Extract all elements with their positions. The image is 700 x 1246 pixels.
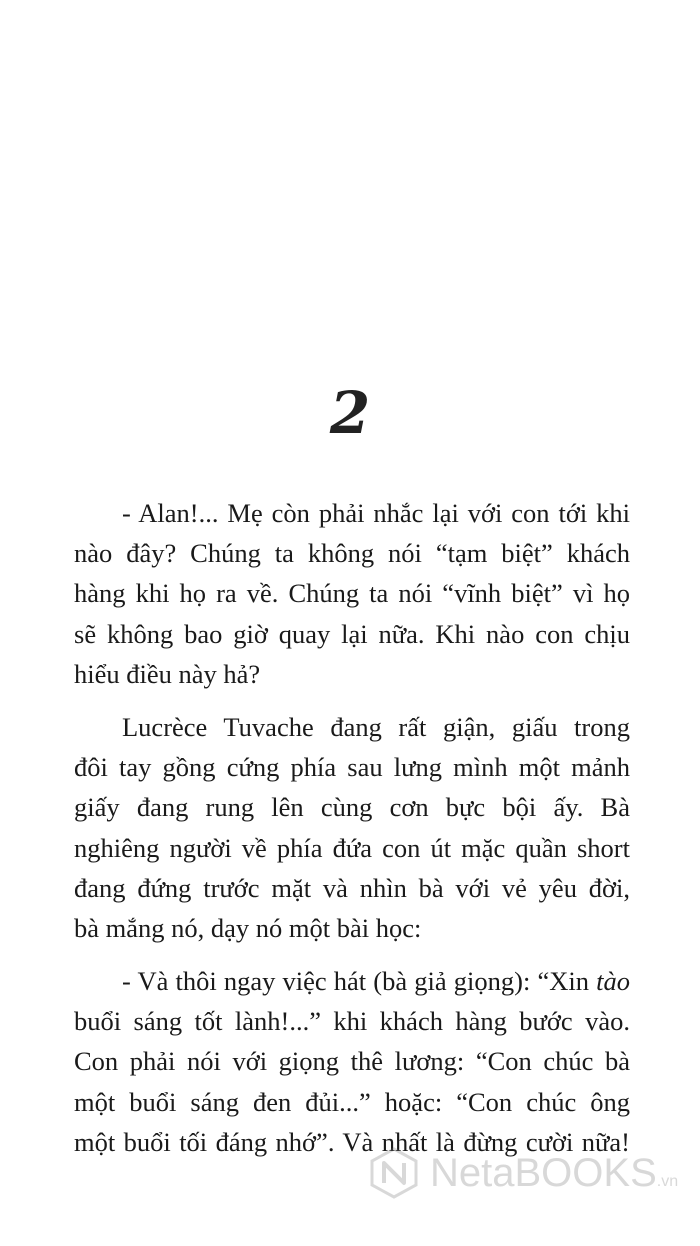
text-line: sẽ không bao giờ quay lại nữa. Khi nào con chịu [74, 618, 630, 649]
paragraph [74, 961, 630, 1162]
paragraph [74, 707, 630, 948]
text-line: nào đây? Chúng ta không nói “tạm biệt” khách [74, 538, 630, 569]
paragraph [74, 493, 630, 694]
body-text [74, 493, 630, 1175]
text-line: buổi sáng tốt lành!...” khi khách hàng bước vào. [74, 1006, 630, 1037]
text-line: bà mắng nó, dạy nó một bài học: [74, 912, 422, 943]
chapter-number: 2 [329, 379, 371, 447]
text-line: giấy đang rung lên cùng cơn bực bội ấy. Bà [74, 792, 630, 823]
text-segment: - Và thôi ngay việc hát (bà giả giọng): “Xin [122, 966, 597, 997]
text-line: Lucrèce Tuvache đang rất giận, giấu trong [122, 711, 630, 742]
watermark-brand [430, 1151, 678, 1196]
text-line [74, 961, 630, 1001]
text-line: đang đứng trước mặt và nhìn bà với vẻ yêu đời, [74, 872, 630, 903]
watermark [368, 1143, 698, 1203]
watermark-suffix: .vn [656, 1172, 679, 1190]
watermark-brand-text: NetaBOOKS [430, 1150, 657, 1195]
text-line: hiểu điều này hả? [74, 658, 261, 689]
text-line: một buổi tối đáng nhớ”. Và nhất là đừng cười nữa! [74, 1126, 630, 1157]
netabooks-logo-icon [368, 1147, 420, 1199]
text-line: nghiêng người về phía đứa con út mặc quần short [74, 832, 630, 863]
text-line: đôi tay gồng cứng phía sau lưng mình một mảnh [74, 752, 630, 783]
text-line: Con phải nói với giọng thê lương: “Con chúc bà [74, 1046, 630, 1077]
text-line: - Alan!... Mẹ còn phải nhắc lại với con tới khi [122, 498, 630, 528]
italic-word: tào [596, 966, 630, 997]
text-line: hàng khi họ ra về. Chúng ta nói “vĩnh biệt” vì họ [74, 578, 630, 609]
text-line: một buổi sáng đen đủi...” hoặc: “Con chúc ông [74, 1086, 630, 1117]
